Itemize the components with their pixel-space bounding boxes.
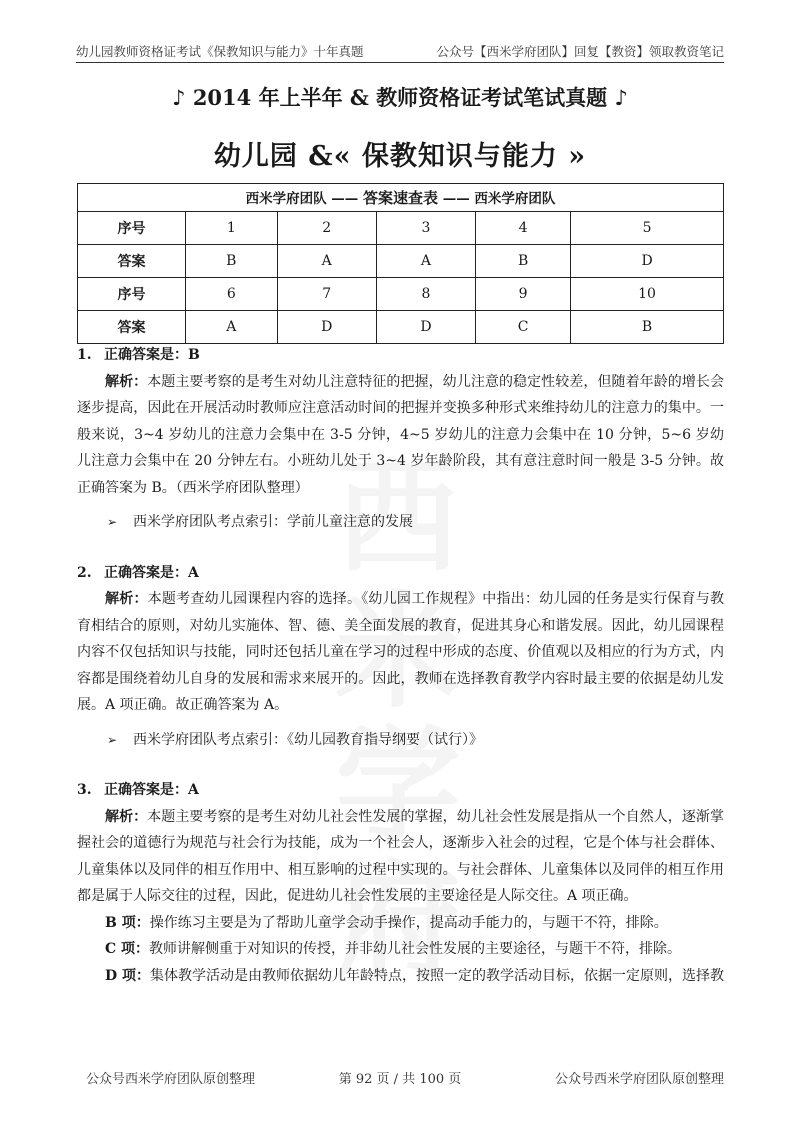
answer-quick-table	[77, 183, 724, 344]
question-answer-heading: 2. 正确答案是：A	[77, 564, 199, 581]
header-right-text: 公众号【西米学府团队】回复【教资】领取教资笔记	[436, 44, 724, 59]
question-answer-heading: 3. 正确答案是：A	[77, 782, 199, 798]
arrow-bullet-icon: ➢	[107, 515, 118, 529]
table-cell: 6	[186, 278, 278, 311]
table-row	[78, 278, 724, 311]
question-explanation: 解析：本题考查幼儿园课程内容的选择。《幼儿园工作规程》中指出：幼儿园的任务是实行保育与教育相结合的原则，对幼儿实施体、智、德、美全面发展的教育，促进其身心和谐发展。因此，幼儿园课程内容不仅包括知识与技能，同时还包括儿童在学习的过程中形成的态度、价值观以及相应的行为方式，内容都是围绕着幼儿自身的发展和需求来展开的。因此，教师在选择教育教学内容时最主要的依据是幼儿发展。A 项正确。故正确答案为 A。	[77, 591, 725, 713]
table-cell: 9	[476, 278, 571, 311]
table-cell: D	[376, 311, 475, 344]
row-label: 答案	[78, 311, 186, 344]
table-cell: A	[277, 245, 376, 278]
footer-left-text: 公众号西米学府团队原创整理	[86, 1072, 256, 1087]
question-answer-heading: 1. 正确答案是：B	[77, 347, 200, 363]
table-cell: A	[186, 311, 278, 344]
page-subtitle: 幼儿园 &« 保教知识与能力 »	[213, 141, 587, 172]
table-row	[78, 212, 724, 245]
table-cell: 2	[277, 212, 376, 245]
header-left-text: 幼儿园教师资格证考试《保教知识与能力》十年真题	[76, 44, 364, 59]
page-number: 第 92 页 / 共 100 页	[338, 1072, 462, 1087]
table-cell: B	[186, 245, 278, 278]
option-explanation: D 项：集体教学活动是由教师依据幼儿年龄特点，按照一定的教学活动目标，依据一定原则，选择教	[105, 967, 725, 984]
question-explanation: 解析：本题主要考察的是考生对幼儿社会性发展的掌握，幼儿社会性发展是指从一个自然人，逐渐掌握社会的道德行为规范与社会行为技能，成为一个社会人，逐渐步入社会的过程，它是个体与社会群体、儿童集体以及同伴的相互作用中、相互影响的过程中实现的。与社会群体、儿童集体以及同伴的相互作用都是属于人际交往的过程，因此，促进幼儿社会性发展的主要途径是人际交往。A 项正确。	[77, 808, 725, 904]
table-cell: 8	[376, 278, 475, 311]
footer-right-text: 公众号西米学府团队原创整理	[554, 1072, 724, 1087]
table-cell: 1	[186, 212, 278, 245]
table-cell: 3	[376, 212, 475, 245]
table-cell: C	[476, 311, 571, 344]
table-cell: D	[571, 245, 724, 278]
table-caption: 西米学府团队 —— 答案速查表 —— 西米学府团队	[78, 184, 724, 212]
row-label: 序号	[78, 278, 186, 311]
row-label: 序号	[78, 212, 186, 245]
table-cell: D	[277, 311, 376, 344]
table-cell: 10	[571, 278, 724, 311]
option-explanation: C 项：教师讲解侧重于对知识的传授，并非幼儿社会性发展的主要途径，与题干不符，排除。	[105, 941, 682, 957]
question-explanation: 解析：本题主要考察的是考生对幼儿注意特征的把握，幼儿注意的稳定性较差，但随着年龄的增长会逐步提高，因此在开展活动时教师应注意活动时间的把握并变换多种形式来维持幼儿的注意力的集中。一般来说，3~4 岁幼儿的注意力会集中在 3-5 分钟，4~5 岁幼儿的注意力会集中在 10 分钟，5~6 岁幼儿注意力会集中在 20 分钟左右。小班幼儿处于 3~4 岁年龄阶段，其有意注意时间一般是 3-5 分钟。故正确答案为 B。（西米学府团队整理）	[77, 373, 725, 496]
table-row	[78, 245, 724, 278]
table-row	[78, 311, 724, 344]
table-cell: 4	[476, 212, 571, 245]
arrow-bullet-icon: ➢	[107, 732, 118, 747]
table-cell: B	[476, 245, 571, 278]
page-title: ♪ 2014 年上半年 & 教师资格证考试笔试真题 ♪	[172, 85, 628, 110]
table-cell: A	[376, 245, 475, 278]
key-point-index: ➢ 西米学府团队考点索引：学前儿童注意的发展	[77, 509, 724, 536]
table-cell: 5	[571, 212, 724, 245]
key-point-index: ➢ 西米学府团队考点索引：《幼儿园教育指导纲要（试行）》	[77, 727, 724, 754]
page-header	[76, 40, 724, 63]
table-cell: 7	[277, 278, 376, 311]
answer-explanations	[77, 342, 724, 989]
row-label: 答案	[78, 245, 186, 278]
option-explanation: B 项：操作练习主要是为了帮助儿童学会动手操作，提高动手能力的，与题干不符，排除。	[105, 914, 668, 931]
table-caption-row	[78, 184, 724, 212]
table-cell: B	[571, 311, 724, 344]
